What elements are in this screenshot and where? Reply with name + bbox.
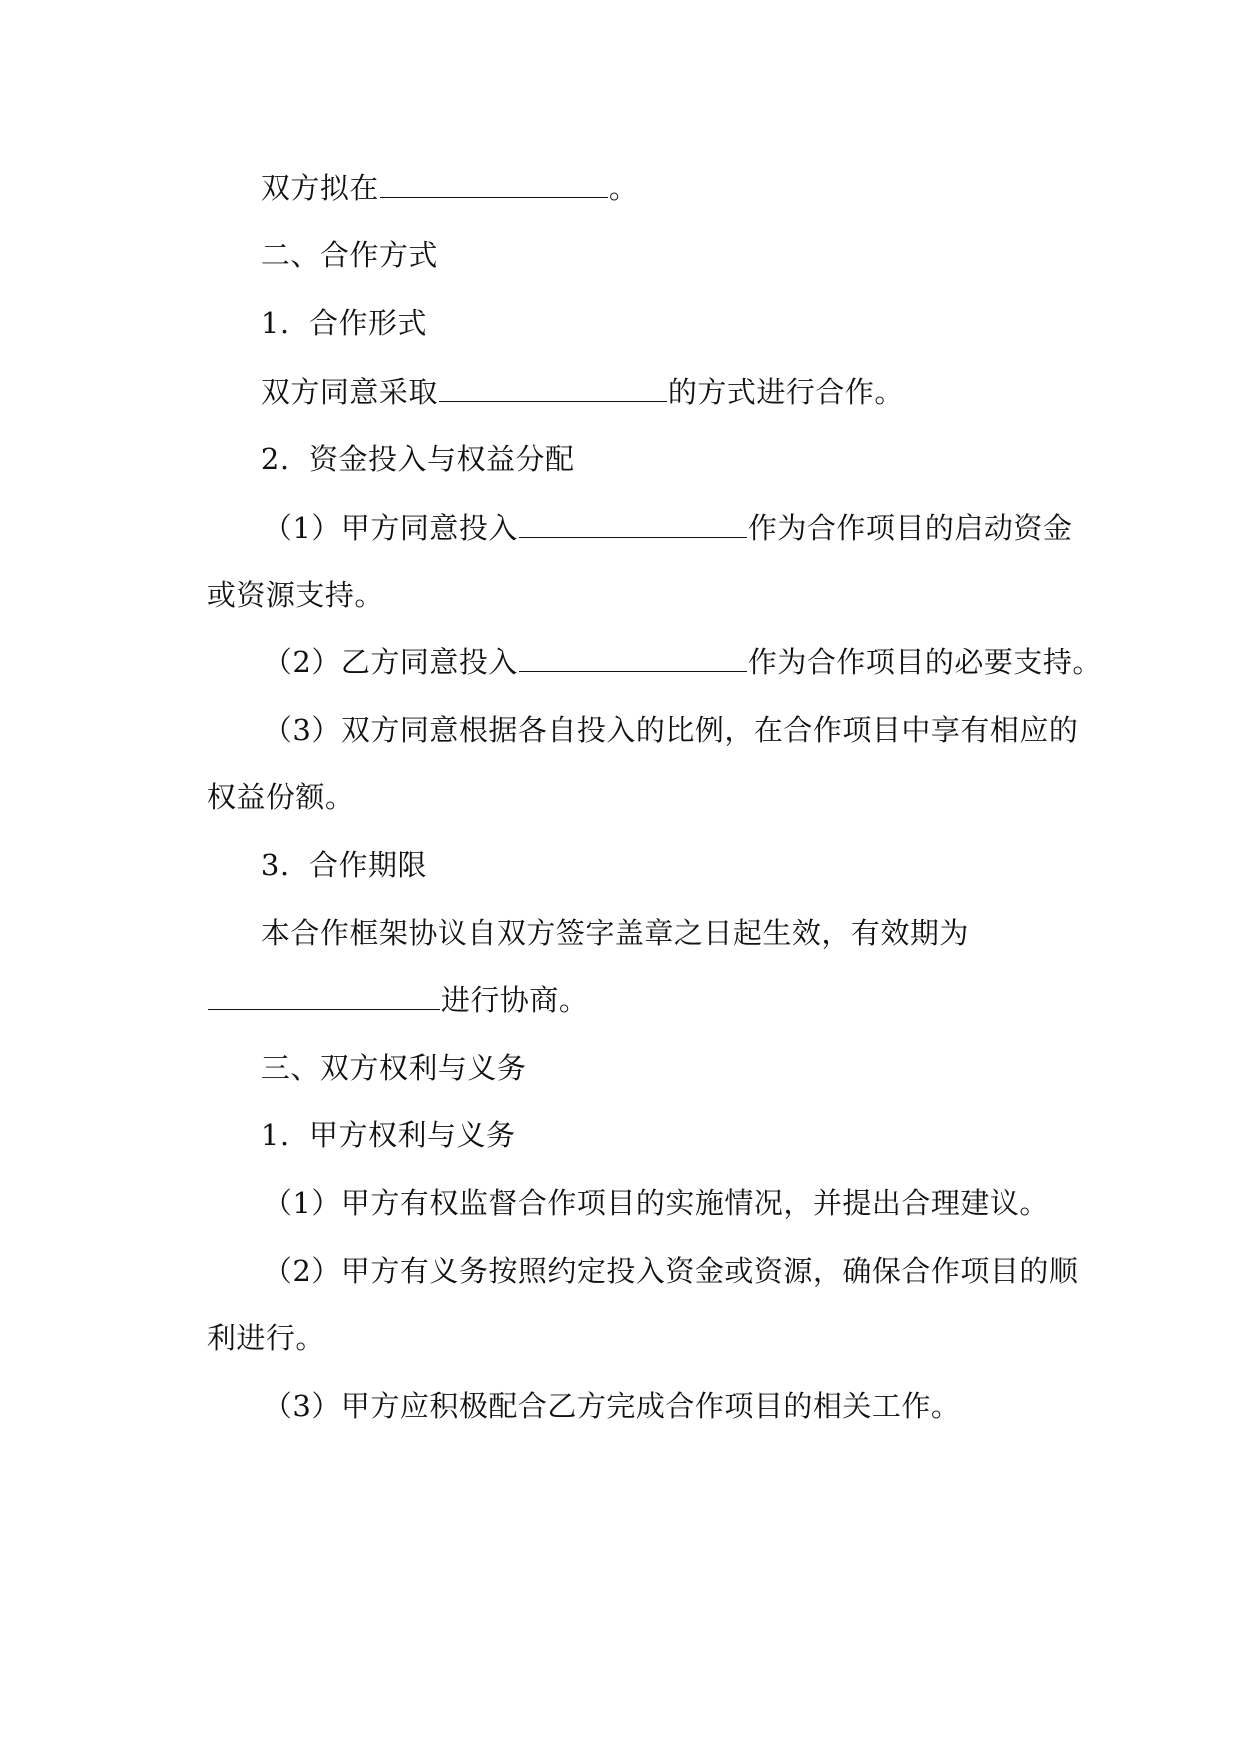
paragraph-party-a-obligation [224,1220,1078,1322]
fill-in-blank[interactable] [208,983,440,1010]
line-text: （1）甲方同意投入 [262,511,518,545]
fill-in-blank[interactable] [519,511,747,538]
heading-text: 二、合作方式 [260,238,438,272]
line-text: （3）甲方应积极配合乙方完成合作项目的相关工作。 [262,1389,961,1423]
line-text: （1）甲方有权监督合作项目的实施情况，并提出合理建议。 [262,1186,1049,1220]
line-text: 本合作框架协议自双方签字盖章之日起生效，有效期为 [260,916,969,950]
line-text: （2）乙方同意投入 [262,645,518,679]
line-text-after: 作为合作项目的启动资金 [747,511,1073,545]
line-text-after: 作为合作项目的必要支持。 [747,645,1102,679]
fill-in-blank[interactable] [519,645,747,672]
fill-in-blank[interactable] [380,171,608,198]
line-text: 双方拟在 [260,171,379,205]
line-text-after: 进行协商。 [440,983,589,1017]
fill-in-blank[interactable] [439,375,667,402]
paragraph-party-a-cooperation [224,1355,960,1457]
subheading-text: 1. 甲方权利与义务 [260,1118,516,1152]
line-text: （2）甲方有义务按照约定投入资金或资源，确保合作项目的顺 [262,1254,1079,1288]
line-text: 或资源支持。 [206,578,384,612]
line-text-after: 的方式进行合作。 [667,375,904,409]
line-text: 双方同意采取 [260,375,438,409]
subheading-text: 2. 资金投入与权益分配 [260,442,575,476]
subheading-text: 3. 合作期限 [260,848,427,882]
heading-text: 三、双方权利与义务 [260,1051,527,1085]
line-text: （3）双方同意根据各自投入的比例，在合作项目中享有相应的 [262,713,1079,747]
line-text-after: 。 [608,171,639,205]
line-text: 利进行。 [206,1321,325,1355]
subheading-text: 1. 合作形式 [260,306,427,340]
line-text: 权益份额。 [206,780,355,814]
